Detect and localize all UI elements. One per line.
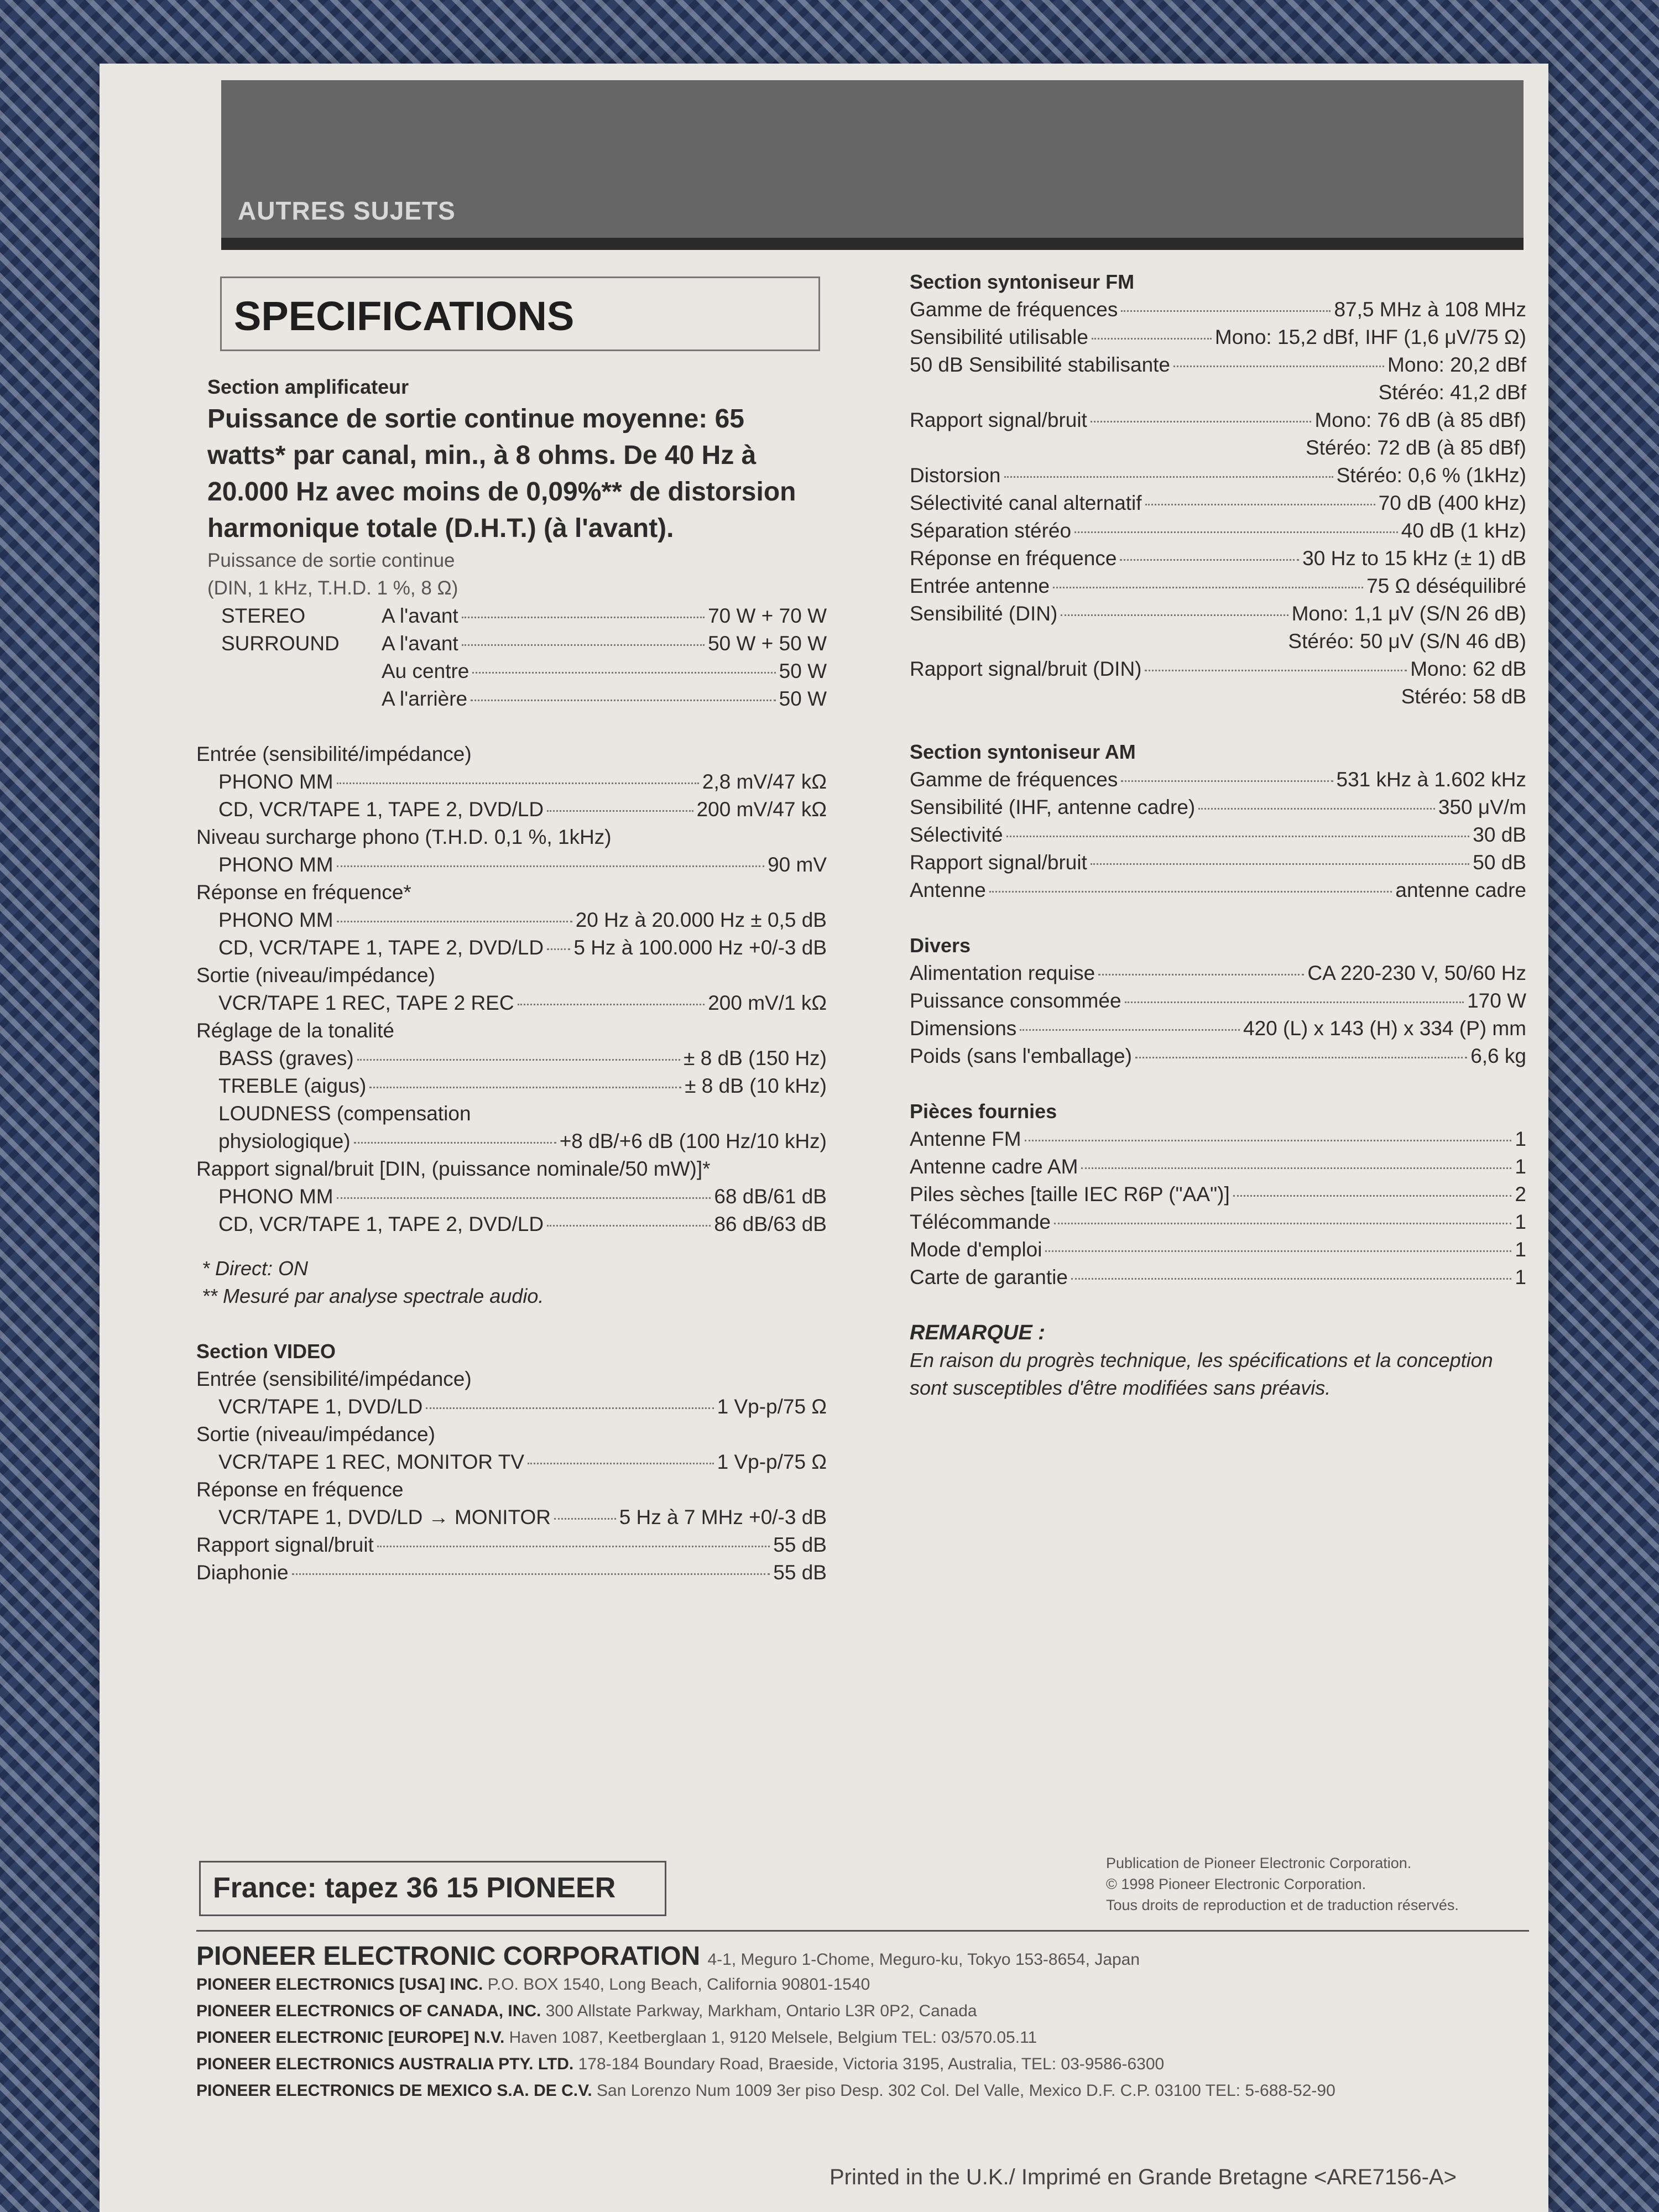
spec-value: 6,6 kg [1470, 1045, 1526, 1067]
spec-key: VCR/TAPE 1, DVD/LD → MONITOR [218, 1506, 551, 1528]
spec-row [910, 794, 1526, 821]
spec-value: 50 W [779, 687, 827, 710]
corp-heading [196, 1941, 1524, 1971]
spec-value: 50 dB [1473, 851, 1526, 874]
spec-value: 200 mV/1 kΩ [708, 992, 827, 1014]
spec-value: 50 W + 50 W [708, 632, 827, 655]
divers-section-title: Divers [910, 934, 971, 957]
spec-value: Mono: 1,1 μV (S/N 26 dB) [1291, 602, 1526, 625]
fm-rows [910, 296, 1526, 711]
din-sub: (DIN, 1 kHz, T.H.D. 1 %, 8 Ω) [207, 577, 458, 599]
spec-value: 1 [1515, 1266, 1526, 1288]
spec-value: 75 Ω déséquilibré [1366, 575, 1526, 597]
spec-value: 86 dB/63 dB [714, 1213, 827, 1235]
footnote: ** Mesuré par analyse spectrale audio. [202, 1285, 544, 1307]
spec-key: Puissance consommée [910, 989, 1121, 1012]
spec-row [196, 796, 827, 823]
branch-address: Haven 1087, Keetberglaan 1, 9120 Melsele, Belgium TEL: 03/570.05.11 [509, 2028, 1037, 2047]
spec-row [910, 434, 1526, 462]
title-box [220, 276, 820, 351]
spec-value: Mono: 20,2 dBf [1387, 353, 1526, 376]
spec-row [196, 685, 827, 713]
spec-key: Antenne [910, 879, 986, 901]
spec-value: 90 mV [768, 853, 827, 876]
spec-key: TREBLE (aigus) [218, 1074, 367, 1097]
spec-row [196, 602, 827, 630]
amp-main-spec: Puissance de sortie continue moyenne: 65 watts* par canal, min., à 8 ohms. De 40 Hz à 20.000 Hz avec moins de 0,09%** de distorsion harmonique totale (D.H.T.) (à l'avant). [207, 404, 796, 543]
fm-section-title: Section syntoniseur FM [910, 270, 1135, 293]
branch-name: PIONEER ELECTRONICS [USA] INC. [196, 1975, 483, 1994]
spec-row [196, 1504, 827, 1531]
spec-value: 2,8 mV/47 kΩ [702, 770, 827, 793]
spec-row [196, 630, 827, 658]
branch-address: 300 Allstate Parkway, Markham, Ontario L3R 0P2, Canada [545, 2002, 977, 2020]
spec-key: Rapport signal/bruit [196, 1533, 374, 1556]
footnote: * Direct: ON [202, 1257, 309, 1280]
branch-name: PIONEER ELECTRONICS DE MEXICO S.A. DE C.V. [196, 2081, 592, 2100]
spec-value: 350 μV/m [1438, 796, 1526, 818]
spec-value: Stéréo: 72 dB (à 85 dBf) [1305, 436, 1526, 459]
spec-value: Stéréo: 41,2 dBf [1378, 381, 1526, 404]
spec-value: 2 [1515, 1183, 1526, 1206]
spec-row [910, 462, 1526, 489]
branch-name: PIONEER ELECTRONICS OF CANADA, INC. [196, 2002, 541, 2020]
spec-key: Gamme de fréquences [910, 768, 1118, 791]
spec-row [910, 821, 1526, 849]
spec-value: 200 mV/47 kΩ [696, 798, 827, 821]
spec-row [910, 600, 1526, 628]
divers-rows [910, 959, 1526, 1070]
spec-value: ± 8 dB (150 Hz) [684, 1047, 827, 1070]
spec-row [196, 934, 827, 962]
branch-address: P.O. BOX 1540, Long Beach, California 90801-1540 [487, 1975, 870, 1994]
spec-value: 87,5 MHz à 108 MHz [1334, 298, 1526, 321]
spec-value: 1 [1515, 1238, 1526, 1261]
spec-row [910, 849, 1526, 877]
spec-key: VCR/TAPE 1 REC, MONITOR TV [218, 1451, 525, 1473]
spec-value: 70 W + 70 W [708, 604, 827, 627]
am-section-title: Section syntoniseur AM [910, 740, 1136, 763]
corp-line [196, 2078, 1524, 2104]
spec-value: 1 [1515, 1155, 1526, 1178]
branch-address: San Lorenzo Num 1009 3er piso Desp. 302 Col. Del Valle, Mexico D.F. C.P. 03100 TEL: 5-688-52-90 [597, 2081, 1335, 2100]
input-label: Entrée (sensibilité/impédance) [196, 743, 472, 765]
spec-value: 40 dB (1 kHz) [1401, 519, 1526, 542]
spec-key: PHONO MM [218, 1185, 333, 1208]
spec-key: Au centre [382, 660, 469, 682]
spec-value: 170 W [1467, 989, 1526, 1012]
din-label: Puissance de sortie continue [207, 550, 455, 571]
branch-address: 178-184 Boundary Road, Braeside, Victoria 3195, Australia, TEL: 03-9586-6300 [578, 2055, 1165, 2073]
spec-key: 50 dB Sensibilité stabilisante [910, 353, 1171, 376]
spec-row [196, 1531, 827, 1559]
spec-row [910, 1125, 1526, 1153]
video-out-label: Sortie (niveau/impédance) [196, 1423, 435, 1446]
corp-lines [196, 1971, 1524, 2104]
spec-key: Télécommande [910, 1211, 1051, 1233]
spec-key: Sensibilité (IHF, antenne cadre) [910, 796, 1196, 818]
spec-key: Sélectivité canal alternatif [910, 492, 1142, 514]
spec-key: Antenne FM [910, 1128, 1021, 1150]
spec-row [910, 628, 1526, 655]
spec-value: Stéréo: 50 μV (S/N 46 dB) [1288, 630, 1526, 653]
left-column [196, 373, 827, 1587]
spec-value: 70 dB (400 kHz) [1378, 492, 1526, 514]
spec-key: Rapport signal/bruit [910, 851, 1087, 874]
spec-row [196, 1128, 827, 1155]
surround-label: SURROUND [221, 632, 340, 655]
spec-key: Piles sèches [taille IEC R6P ("AA")] [910, 1183, 1230, 1206]
spec-value: ± 8 dB (10 kHz) [685, 1074, 827, 1097]
spec-value: Stéréo: 0,6 % (1kHz) [1336, 464, 1526, 487]
spec-value: 420 (L) x 143 (H) x 334 (P) mm [1243, 1017, 1526, 1040]
video-in-label: Entrée (sensibilité/impédance) [196, 1368, 472, 1390]
spec-key: A l'avant [382, 632, 458, 655]
spec-row [196, 1211, 827, 1238]
spec-key: Sélectivité [910, 823, 1003, 846]
spec-row [196, 1072, 827, 1100]
spec-value: 20 Hz à 20.000 Hz ± 0,5 dB [575, 909, 827, 931]
spec-row [910, 351, 1526, 379]
spec-row [196, 1045, 827, 1072]
spec-row [910, 1236, 1526, 1264]
spec-value: 1 Vp-p/75 Ω [717, 1451, 827, 1473]
spec-value: Stéréo: 58 dB [1401, 685, 1526, 708]
pieces-rows [910, 1125, 1526, 1291]
pieces-section-title: Pièces fournies [910, 1100, 1057, 1123]
spec-row [910, 1264, 1526, 1291]
remarque-text: En raison du progrès technique, les spécifications et la conception sont susceptibles d'être modifiées sans préavis. [910, 1349, 1493, 1399]
spec-row [196, 906, 827, 934]
spec-key: Sensibilité (DIN) [910, 602, 1058, 625]
corp-address: 4-1, Meguro 1-Chome, Meguro-ku, Tokyo 153-8654, Japan [707, 1950, 1140, 1969]
spec-key: A l'avant [382, 604, 458, 627]
spec-row [910, 517, 1526, 545]
spec-row [910, 489, 1526, 517]
spec-key: Rapport signal/bruit [910, 409, 1087, 431]
spec-row [910, 379, 1526, 406]
spec-row [196, 1559, 827, 1587]
copyright-line: © 1998 Pioneer Electronic Corporation. [1106, 1876, 1366, 1892]
spec-value: 1 [1515, 1128, 1526, 1150]
spec-key: VCR/TAPE 1 REC, TAPE 2 REC [218, 992, 514, 1014]
spec-row [196, 768, 827, 796]
spec-row [910, 987, 1526, 1015]
spec-row [910, 1153, 1526, 1181]
spec-key: Rapport signal/bruit (DIN) [910, 658, 1142, 680]
footer-divider [196, 1930, 1529, 1932]
spec-row [196, 989, 827, 1017]
spec-key: Séparation stéréo [910, 519, 1072, 542]
spec-key: Sensibilité utilisable [910, 326, 1088, 348]
spec-value: antenne cadre [1395, 879, 1526, 901]
spec-value: Mono: 62 dB [1410, 658, 1526, 680]
spec-key: PHONO MM [218, 770, 333, 793]
spec-key: A l'arrière [382, 687, 468, 710]
spec-row [910, 959, 1526, 987]
spec-row [196, 1448, 827, 1476]
freq-label: Réponse en fréquence* [196, 881, 411, 904]
spec-value: 5 Hz à 100.000 Hz +0/-3 dB [573, 936, 827, 959]
spec-key: PHONO MM [218, 853, 333, 876]
spec-key: Distorsion [910, 464, 1001, 487]
spec-row [910, 683, 1526, 711]
spec-key: physiologique) [218, 1130, 351, 1152]
publication-line: Publication de Pioneer Electronic Corporation. [1106, 1855, 1412, 1871]
page-title: SPECIFICATIONS [234, 293, 575, 339]
manual-page [100, 64, 1548, 2212]
amp-section-title: Section amplificateur [207, 375, 409, 398]
tone-label: Réglage de la tonalité [196, 1019, 394, 1042]
loudness-label: LOUDNESS (compensation [218, 1102, 471, 1125]
section-header: AUTRES SUJETS [238, 196, 456, 225]
spec-key: PHONO MM [218, 909, 333, 931]
spec-value: 30 dB [1473, 823, 1526, 846]
spec-row [910, 877, 1526, 904]
spec-row [910, 655, 1526, 683]
spec-row [196, 1393, 827, 1421]
spec-row [910, 1015, 1526, 1042]
spec-row [910, 406, 1526, 434]
spec-key: Réponse en fréquence [910, 547, 1117, 570]
header-band [221, 80, 1524, 250]
spec-key: CD, VCR/TAPE 1, TAPE 2, DVD/LD [218, 798, 544, 821]
spec-row [196, 1183, 827, 1211]
spec-key: BASS (graves) [218, 1047, 354, 1070]
branch-name: PIONEER ELECTRONIC [EUROPE] N.V. [196, 2028, 505, 2047]
spec-key: Antenne cadre AM [910, 1155, 1078, 1178]
spec-key: Carte de garantie [910, 1266, 1068, 1288]
spec-key: CD, VCR/TAPE 1, TAPE 2, DVD/LD [218, 936, 544, 959]
spec-row [910, 1208, 1526, 1236]
overload-label: Niveau surcharge phono (T.H.D. 0,1 %, 1kHz) [196, 826, 612, 848]
spec-row [910, 572, 1526, 600]
am-rows [910, 766, 1526, 904]
corp-line [196, 1998, 1524, 2025]
spec-value: 1 Vp-p/75 Ω [717, 1395, 827, 1418]
spec-key: Diaphonie [196, 1561, 289, 1584]
spec-key: Dimensions [910, 1017, 1017, 1040]
spec-key: Entrée antenne [910, 575, 1050, 597]
corp-line [196, 2025, 1524, 2051]
spec-key: Alimentation requise [910, 962, 1095, 984]
spec-value: 55 dB [773, 1561, 827, 1584]
spec-value: CA 220-230 V, 50/60 Hz [1307, 962, 1526, 984]
corp-name: PIONEER ELECTRONIC CORPORATION [196, 1942, 701, 1971]
video-section-title: Section VIDEO [196, 1340, 336, 1363]
sn-label: Rapport signal/bruit [DIN, (puissance nominale/50 mW)]* [196, 1157, 711, 1180]
spec-row [196, 851, 827, 879]
remarque-title: REMARQUE : [910, 1321, 1045, 1344]
spec-value: 55 dB [773, 1533, 827, 1556]
printed-notice: Printed in the U.K./ Imprimé en Grande Bretagne <ARE7156-A> [830, 2165, 1457, 2189]
spec-key: Gamme de fréquences [910, 298, 1118, 321]
spec-key: Mode d'emploi [910, 1238, 1042, 1261]
spec-row [910, 766, 1526, 794]
spec-value: 50 W [779, 660, 827, 682]
branch-name: PIONEER ELECTRONICS AUSTRALIA PTY. LTD. [196, 2055, 574, 2073]
spec-key: VCR/TAPE 1, DVD/LD [218, 1395, 423, 1418]
spec-row [196, 658, 827, 685]
stereo-label: STEREO [221, 604, 306, 627]
video-freq-label: Réponse en fréquence [196, 1478, 404, 1501]
output-label: Sortie (niveau/impédance) [196, 964, 435, 987]
spec-row [910, 1181, 1526, 1208]
spec-key: Poids (sans l'emballage) [910, 1045, 1132, 1067]
spec-row [910, 324, 1526, 351]
spec-value: Mono: 76 dB (à 85 dBf) [1314, 409, 1526, 431]
spec-value: 30 Hz to 15 kHz (± 1) dB [1302, 547, 1526, 570]
spec-value: 531 kHz à 1.602 kHz [1336, 768, 1526, 791]
spec-value: 1 [1515, 1211, 1526, 1233]
corp-line [196, 2051, 1524, 2078]
right-column [910, 268, 1526, 1402]
spec-row [910, 296, 1526, 324]
spec-row [910, 545, 1526, 572]
rights-line: Tous droits de reproduction et de traduction réservés. [1106, 1897, 1459, 1913]
spec-value: 68 dB/61 dB [714, 1185, 827, 1208]
corporate-addresses [196, 1941, 1524, 2104]
france-minitel-box: France: tapez 36 15 PIONEER [199, 1861, 666, 1916]
spec-value: Mono: 15,2 dBf, IHF (1,6 μV/75 Ω) [1214, 326, 1526, 348]
publication-notice [1106, 1853, 1459, 1916]
spec-value: 5 Hz à 7 MHz +0/-3 dB [619, 1506, 827, 1528]
spec-value: +8 dB/+6 dB (100 Hz/10 kHz) [559, 1130, 827, 1152]
spec-row [910, 1042, 1526, 1070]
corp-line [196, 1971, 1524, 1998]
spec-key: CD, VCR/TAPE 1, TAPE 2, DVD/LD [218, 1213, 544, 1235]
